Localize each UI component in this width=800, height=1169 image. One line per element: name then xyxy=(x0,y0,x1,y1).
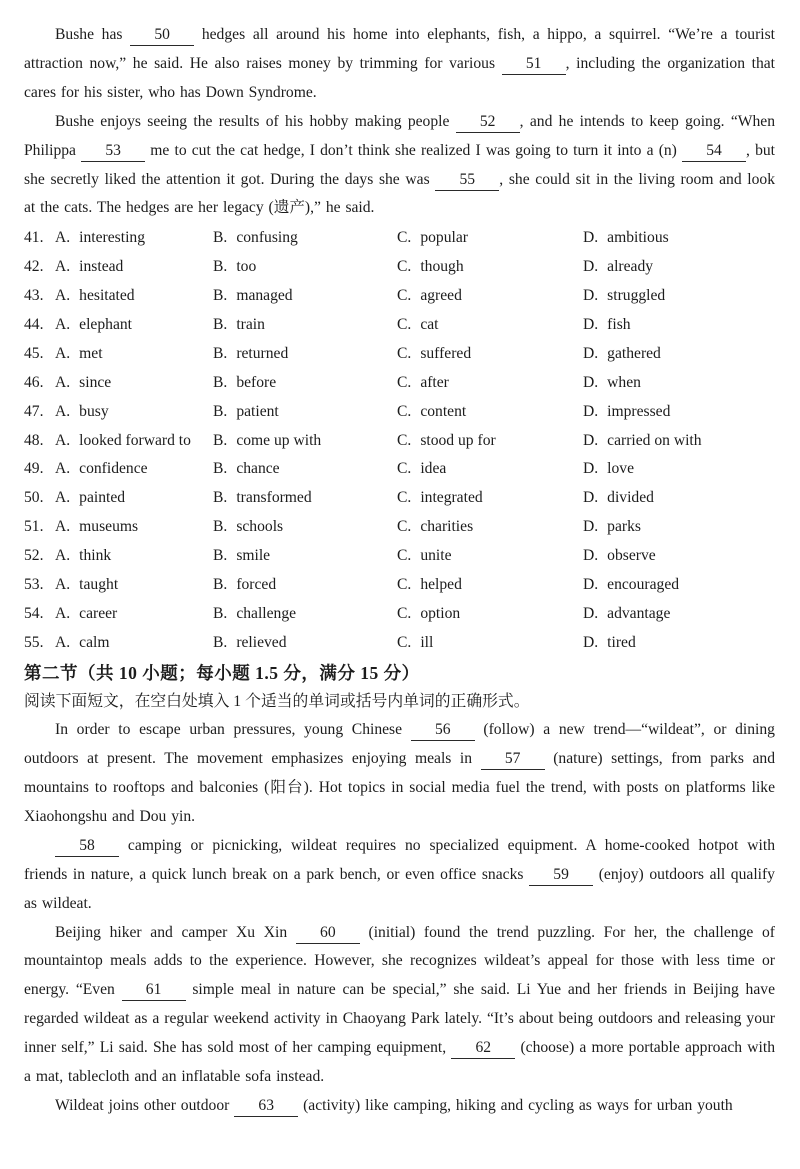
question-number: 42. xyxy=(24,258,44,276)
question-row-51 xyxy=(24,513,775,542)
option-c xyxy=(397,542,583,571)
option-text: popular xyxy=(420,229,468,247)
option-text: stood up for xyxy=(420,431,496,449)
paragraph: In order to escape urban pressures, young Chinese 56 (follow) a new trend—“wildeat”, or dining outdoors at present. The movement emphasizes enjoying meals in 57 (nature) settings, from parks and mountains to rooftops and balconies (阳台). Hot topics in social media fuel the trend, with posts on platforms like Xiaohongshu and Dou yin. xyxy=(24,721,775,825)
option-text: taught xyxy=(79,576,119,594)
question-number: 49. xyxy=(24,460,44,478)
option-text: schools xyxy=(236,518,284,536)
option-letter: A. xyxy=(55,431,71,449)
option-letter: A. xyxy=(55,633,71,651)
question-row-48 xyxy=(24,427,775,456)
option-b xyxy=(213,282,397,311)
option-text: impressed xyxy=(607,402,671,420)
option-text: forced xyxy=(236,576,277,594)
option-c xyxy=(397,513,583,542)
option-text: struggled xyxy=(607,287,666,305)
option-text: ill xyxy=(420,633,434,651)
blank-51: 51 xyxy=(502,54,566,75)
option-letter: B. xyxy=(213,518,228,536)
option-letter: D. xyxy=(583,402,599,420)
option-letter: A. xyxy=(55,576,71,594)
option-text: ambitious xyxy=(607,229,669,247)
paragraph: Beijing hiker and camper Xu Xin 60 (initial) found the trend puzzling. For her, the challenge of mountaintop meals adds to the experience. However, she recognizes wildeat’s appeal for those with less time or energy. “Even 61 simple meal in nature can be special,” she said. Li Yue and her friends in Beijing have regarded wildeat as a regular weekend activity in Chaoyang Park lately. “It’s about being outdoors and releasing your inner self,” Li said. She has sold most of her camping equipment, 62 (choose) a more portable approach with a mat, tablecloth and an inflatable sofa instead. xyxy=(24,923,775,1086)
option-text: though xyxy=(420,258,464,276)
option-text: hesitated xyxy=(79,287,135,305)
option-letter: C. xyxy=(397,258,412,276)
option-letter: C. xyxy=(397,547,412,565)
option-c xyxy=(397,369,583,398)
option-letter: A. xyxy=(55,604,71,622)
option-text: carried on with xyxy=(607,431,702,449)
option-letter: D. xyxy=(583,431,599,449)
paragraph: Bushe enjoys seeing the results of his hobby making people 52 , and he intends to keep going. “When Philippa 53 me to cut the cat hedge, I don’t think she realized I was going to turn it into a (n) 54 , but she secretly liked the attention it got. During the days she was 55 , she could sit in the living room and look at the cats. The hedges are her legacy (遗产),” he said. xyxy=(24,112,776,217)
option-a xyxy=(55,427,213,456)
option-text: chance xyxy=(236,460,280,478)
option-letter: C. xyxy=(397,316,412,334)
blank-52: 52 xyxy=(456,112,520,133)
option-c xyxy=(397,427,583,456)
question-number: 51. xyxy=(24,518,44,536)
option-letter: C. xyxy=(397,604,412,622)
option-text: content xyxy=(420,402,467,420)
blank-60: 60 xyxy=(296,923,360,944)
option-text: parks xyxy=(607,518,641,536)
option-text: since xyxy=(79,373,112,391)
option-letter: B. xyxy=(213,604,228,622)
option-letter: B. xyxy=(213,576,228,594)
option-text: smile xyxy=(236,547,271,565)
question-number: 55. xyxy=(24,633,44,651)
option-letter: D. xyxy=(583,229,599,247)
option-c xyxy=(397,253,583,282)
blank-59: 59 xyxy=(529,865,593,886)
option-b xyxy=(213,571,397,600)
option-text: helped xyxy=(420,576,462,594)
option-b xyxy=(213,224,397,253)
option-c xyxy=(397,571,583,600)
option-c xyxy=(397,311,583,340)
option-text: observe xyxy=(607,547,656,565)
option-d xyxy=(583,571,775,600)
option-c xyxy=(397,340,583,369)
option-text: interesting xyxy=(79,229,145,247)
option-text: managed xyxy=(236,287,293,305)
option-letter: D. xyxy=(583,633,599,651)
question-number: 43. xyxy=(24,287,44,305)
option-a xyxy=(55,224,213,253)
option-text: busy xyxy=(79,402,109,420)
option-a xyxy=(55,600,213,629)
option-letter: D. xyxy=(583,344,599,362)
blank-58: 58 xyxy=(55,836,119,857)
question-row-42 xyxy=(24,253,775,282)
option-letter: A. xyxy=(55,316,71,334)
option-letter: D. xyxy=(583,258,599,276)
option-text: come up with xyxy=(236,431,322,449)
option-letter: C. xyxy=(397,373,412,391)
question-row-44 xyxy=(24,311,775,340)
option-text: integrated xyxy=(420,489,483,507)
option-letter: A. xyxy=(55,258,71,276)
option-a xyxy=(55,542,213,571)
question-row-53 xyxy=(24,571,775,600)
question-number: 46. xyxy=(24,373,44,391)
option-a xyxy=(55,571,213,600)
option-d xyxy=(583,398,775,427)
question-row-45 xyxy=(24,340,775,369)
option-c xyxy=(397,455,583,484)
option-a xyxy=(55,340,213,369)
option-letter: B. xyxy=(213,316,228,334)
option-b xyxy=(213,455,397,484)
option-letter: B. xyxy=(213,431,228,449)
question-number: 52. xyxy=(24,547,44,565)
option-text: calm xyxy=(79,633,110,651)
option-c xyxy=(397,224,583,253)
option-b xyxy=(213,427,397,456)
option-letter: A. xyxy=(55,287,71,305)
question-row-54 xyxy=(24,600,775,629)
option-text: met xyxy=(79,344,103,362)
question-row-50 xyxy=(24,484,775,513)
option-letter: D. xyxy=(583,373,599,391)
option-letter: B. xyxy=(213,258,228,276)
option-a xyxy=(55,369,213,398)
option-text: advantage xyxy=(607,604,671,622)
section2-header: 第二节（共 10 小题；每小题 1.5 分，满分 15 分） xyxy=(24,662,420,683)
option-c xyxy=(397,629,583,658)
option-letter: B. xyxy=(213,633,228,651)
option-letter: C. xyxy=(397,287,412,305)
option-text: elephant xyxy=(79,316,132,334)
option-letter: A. xyxy=(55,373,71,391)
blank-53: 53 xyxy=(81,141,145,162)
option-a xyxy=(55,282,213,311)
option-text: already xyxy=(607,258,654,276)
option-text: unite xyxy=(420,547,452,565)
option-d xyxy=(583,427,775,456)
option-text: think xyxy=(79,547,112,565)
option-d xyxy=(583,224,775,253)
blank-63: 63 xyxy=(234,1096,298,1117)
option-letter: C. xyxy=(397,431,412,449)
option-d xyxy=(583,282,775,311)
option-text: returned xyxy=(236,344,289,362)
option-b xyxy=(213,369,397,398)
option-text: after xyxy=(420,373,449,391)
cloze-passage xyxy=(24,21,775,223)
option-a xyxy=(55,513,213,542)
option-d xyxy=(583,340,775,369)
option-a xyxy=(55,311,213,340)
option-letter: B. xyxy=(213,373,228,391)
option-a xyxy=(55,484,213,513)
option-letter: A. xyxy=(55,460,71,478)
option-letter: A. xyxy=(55,229,71,247)
option-text: before xyxy=(236,373,277,391)
option-b xyxy=(213,629,397,658)
option-text: confusing xyxy=(236,229,298,247)
option-letter: A. xyxy=(55,547,71,565)
question-number: 50. xyxy=(24,489,44,507)
option-letter: B. xyxy=(213,489,228,507)
option-text: looked forward to xyxy=(79,431,191,449)
question-number: 44. xyxy=(24,316,44,334)
option-text: train xyxy=(236,316,265,334)
option-text: challenge xyxy=(236,604,297,622)
option-text: option xyxy=(420,604,461,622)
option-letter: C. xyxy=(397,518,412,536)
question-number: 41. xyxy=(24,229,44,247)
question-number: 47. xyxy=(24,402,44,420)
option-letter: A. xyxy=(55,344,71,362)
option-c xyxy=(397,282,583,311)
option-text: painted xyxy=(79,489,126,507)
question-number: 54. xyxy=(24,604,44,622)
option-d xyxy=(583,629,775,658)
option-text: encouraged xyxy=(607,576,680,594)
option-d xyxy=(583,513,775,542)
option-text: agreed xyxy=(420,287,462,305)
option-b xyxy=(213,311,397,340)
option-b xyxy=(213,600,397,629)
option-d xyxy=(583,600,775,629)
blank-56: 56 xyxy=(411,720,475,741)
option-text: gathered xyxy=(607,344,661,362)
option-b xyxy=(213,513,397,542)
option-letter: C. xyxy=(397,460,412,478)
paragraph: 58 camping or picnicking, wildeat requires no specialized equipment. A home-cooked hotpot with friends in nature, a quick lunch break on a park bench, or even office snacks 59 (enjoy) outdoors all qualify as wildeat. xyxy=(24,836,775,912)
option-letter: C. xyxy=(397,633,412,651)
option-text: confidence xyxy=(79,460,148,478)
option-letter: B. xyxy=(213,547,228,565)
option-letter: C. xyxy=(397,576,412,594)
option-b xyxy=(213,484,397,513)
option-letter: B. xyxy=(213,229,228,247)
option-letter: B. xyxy=(213,460,228,478)
option-a xyxy=(55,455,213,484)
blank-61: 61 xyxy=(122,980,186,1001)
option-letter: D. xyxy=(583,316,599,334)
question-number: 48. xyxy=(24,431,44,449)
option-letter: B. xyxy=(213,344,228,362)
option-text: transformed xyxy=(236,489,312,507)
option-c xyxy=(397,484,583,513)
option-letter: B. xyxy=(213,402,228,420)
option-letter: D. xyxy=(583,547,599,565)
section2-instruction: 阅读下面短文，在空白处填入 1 个适当的单词或括号内单词的正确形式。 xyxy=(24,692,530,710)
option-c xyxy=(397,600,583,629)
option-a xyxy=(55,253,213,282)
option-text: relieved xyxy=(236,633,287,651)
question-row-47 xyxy=(24,398,775,427)
blank-62: 62 xyxy=(451,1038,515,1059)
question-number: 53. xyxy=(24,576,44,594)
option-text: fish xyxy=(607,316,631,334)
option-letter: D. xyxy=(583,576,599,594)
paragraph: Bushe has 50 hedges all around his home into elephants, fish, a hippo, a squirrel. “We’re a tourist attraction now,” he said. He also raises money by trimming for various 51 , including the organization that cares for his sister, who has Down Syndrome. xyxy=(24,26,775,101)
option-letter: D. xyxy=(583,604,599,622)
option-d xyxy=(583,455,775,484)
option-text: love xyxy=(607,460,635,478)
option-a xyxy=(55,398,213,427)
option-letter: C. xyxy=(397,344,412,362)
option-letter: C. xyxy=(397,402,412,420)
mc-answer-grid xyxy=(24,224,775,657)
option-text: when xyxy=(607,373,641,391)
question-row-55 xyxy=(24,629,775,658)
option-text: instead xyxy=(79,258,124,276)
option-text: suffered xyxy=(420,344,472,362)
question-row-52 xyxy=(24,542,775,571)
option-b xyxy=(213,253,397,282)
option-text: divided xyxy=(607,489,654,507)
option-letter: C. xyxy=(397,489,412,507)
option-text: cat xyxy=(420,316,439,334)
option-c xyxy=(397,398,583,427)
option-text: career xyxy=(79,604,118,622)
option-d xyxy=(583,253,775,282)
blank-55: 55 xyxy=(435,170,499,191)
option-d xyxy=(583,369,775,398)
option-a xyxy=(55,629,213,658)
blank-50: 50 xyxy=(130,25,194,46)
option-letter: D. xyxy=(583,460,599,478)
option-d xyxy=(583,311,775,340)
option-text: too xyxy=(236,258,257,276)
blank-54: 54 xyxy=(682,141,746,162)
gap-fill-passage xyxy=(24,716,775,1121)
option-text: museums xyxy=(79,518,139,536)
option-letter: D. xyxy=(583,518,599,536)
option-b xyxy=(213,398,397,427)
option-text: idea xyxy=(420,460,447,478)
option-b xyxy=(213,340,397,369)
option-text: tired xyxy=(607,633,636,651)
question-row-43 xyxy=(24,282,775,311)
option-letter: D. xyxy=(583,489,599,507)
paragraph: Wildeat joins other outdoor 63 (activity) like camping, hiking and cycling as ways for urban youth xyxy=(24,1092,775,1121)
question-row-46 xyxy=(24,369,775,398)
option-letter: A. xyxy=(55,402,71,420)
question-number: 45. xyxy=(24,344,44,362)
option-letter: A. xyxy=(55,489,71,507)
option-letter: B. xyxy=(213,287,228,305)
option-d xyxy=(583,484,775,513)
question-row-49 xyxy=(24,455,775,484)
blank-57: 57 xyxy=(481,749,545,770)
option-letter: A. xyxy=(55,518,71,536)
option-letter: C. xyxy=(397,229,412,247)
option-b xyxy=(213,542,397,571)
option-text: patient xyxy=(236,402,279,420)
option-d xyxy=(583,542,775,571)
option-text: charities xyxy=(420,518,474,536)
question-row-41 xyxy=(24,224,775,253)
option-letter: D. xyxy=(583,287,599,305)
